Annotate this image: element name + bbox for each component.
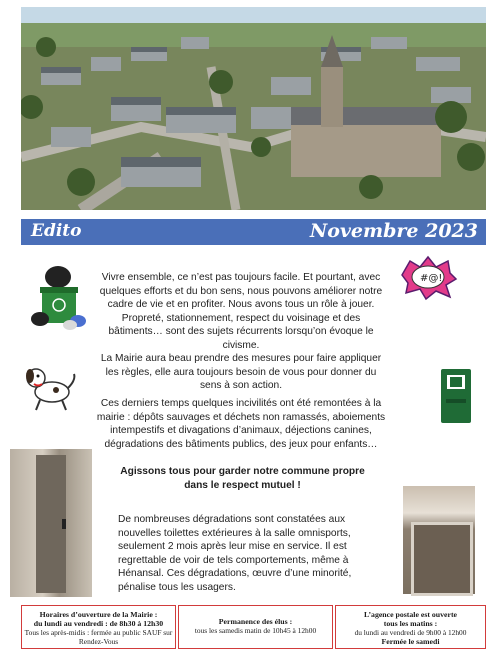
agence-postale-hours: du lundi au vendredi de 9h00 à 12h00 (354, 628, 467, 637)
mairie-hours-box (21, 605, 176, 649)
paragraph-mairie-measures: La Mairie aura beau prendre des mesures pour faire appliquer les règles, elle aura toujours besoin de vous pour donner du sens à son action. (100, 353, 382, 392)
angry-speech-bubble-icon (398, 255, 458, 301)
agence-postale-subtitle: tous les matins : (383, 619, 438, 628)
village-aerial-illustration (21, 7, 486, 210)
banner-month-label: Novembre 2023 (309, 220, 478, 242)
edito-banner (21, 219, 486, 245)
agence-postale-closed: Fermée le samedi (381, 637, 440, 646)
banner-edito-label: Edito (31, 221, 82, 241)
elus-permanence-title: Permanence des élus : (218, 617, 293, 626)
paragraph-call-to-action: Agissons tous pour garder notre commune propre dans le respect mutuel ! (120, 466, 365, 491)
svg-text:#@!: #@! (420, 273, 443, 284)
dog-icon (22, 360, 80, 414)
vandalized-toilet-photo (403, 486, 475, 594)
damaged-toilet-door-photo (10, 449, 92, 597)
paragraph-incivilities: Ces derniers temps quelques incivilités ont été remontées à la mairie : dépôts sauvages et déchets non ramassés, aboiements intempestifs et divagations d’animaux, déjections canines, dégradations des bâtiments publics, des jeux pour enfants… (96, 398, 386, 450)
mairie-hours-title: Horaires d’ouverture de la Mairie : (39, 610, 158, 619)
elus-permanence-hours: tous les samedis matin de 10h45 à 12h00 (194, 626, 317, 635)
paragraph-living-together: Vivre ensemble, ce n’est pas toujours facile. Et pourtant, avec quelques efforts et du bon sens, nous pouvons améliorer notre cadre de vie et en profiter. Nous avons tous un rôle à jouer. Propreté, stationnement, respect du voisinage et des bâtiments… sont des sujets récurrents lorsqu’on évoque le civisme. (99, 272, 383, 351)
dog-waste-bag-dispenser-icon (441, 369, 471, 423)
hero-village-photo (21, 7, 486, 210)
mairie-hours-afternoons: Tous les après-midis : fermée au public SAUF sur Rendez-Vous (24, 628, 173, 646)
agence-postale-title: L’agence postale est ouverte (363, 610, 458, 619)
paragraph-toilet-damage: De nombreuses dégradations sont constatées aux nouvelles toilettes extérieures à la salle omnisports, seulement 2 mois après leur mise en service. Il est regrettable de voir de tels comportements, même à Hénansal. Ces dégradations, œuvre d’une minorité, pénalise tous les usagers. (118, 514, 352, 593)
elus-permanence-box (178, 605, 333, 649)
trash-bin-icon (30, 263, 88, 331)
mairie-hours-weekdays: du lundi au vendredi : de 8h30 à 12h30 (33, 619, 164, 628)
agence-postale-box (335, 605, 486, 649)
